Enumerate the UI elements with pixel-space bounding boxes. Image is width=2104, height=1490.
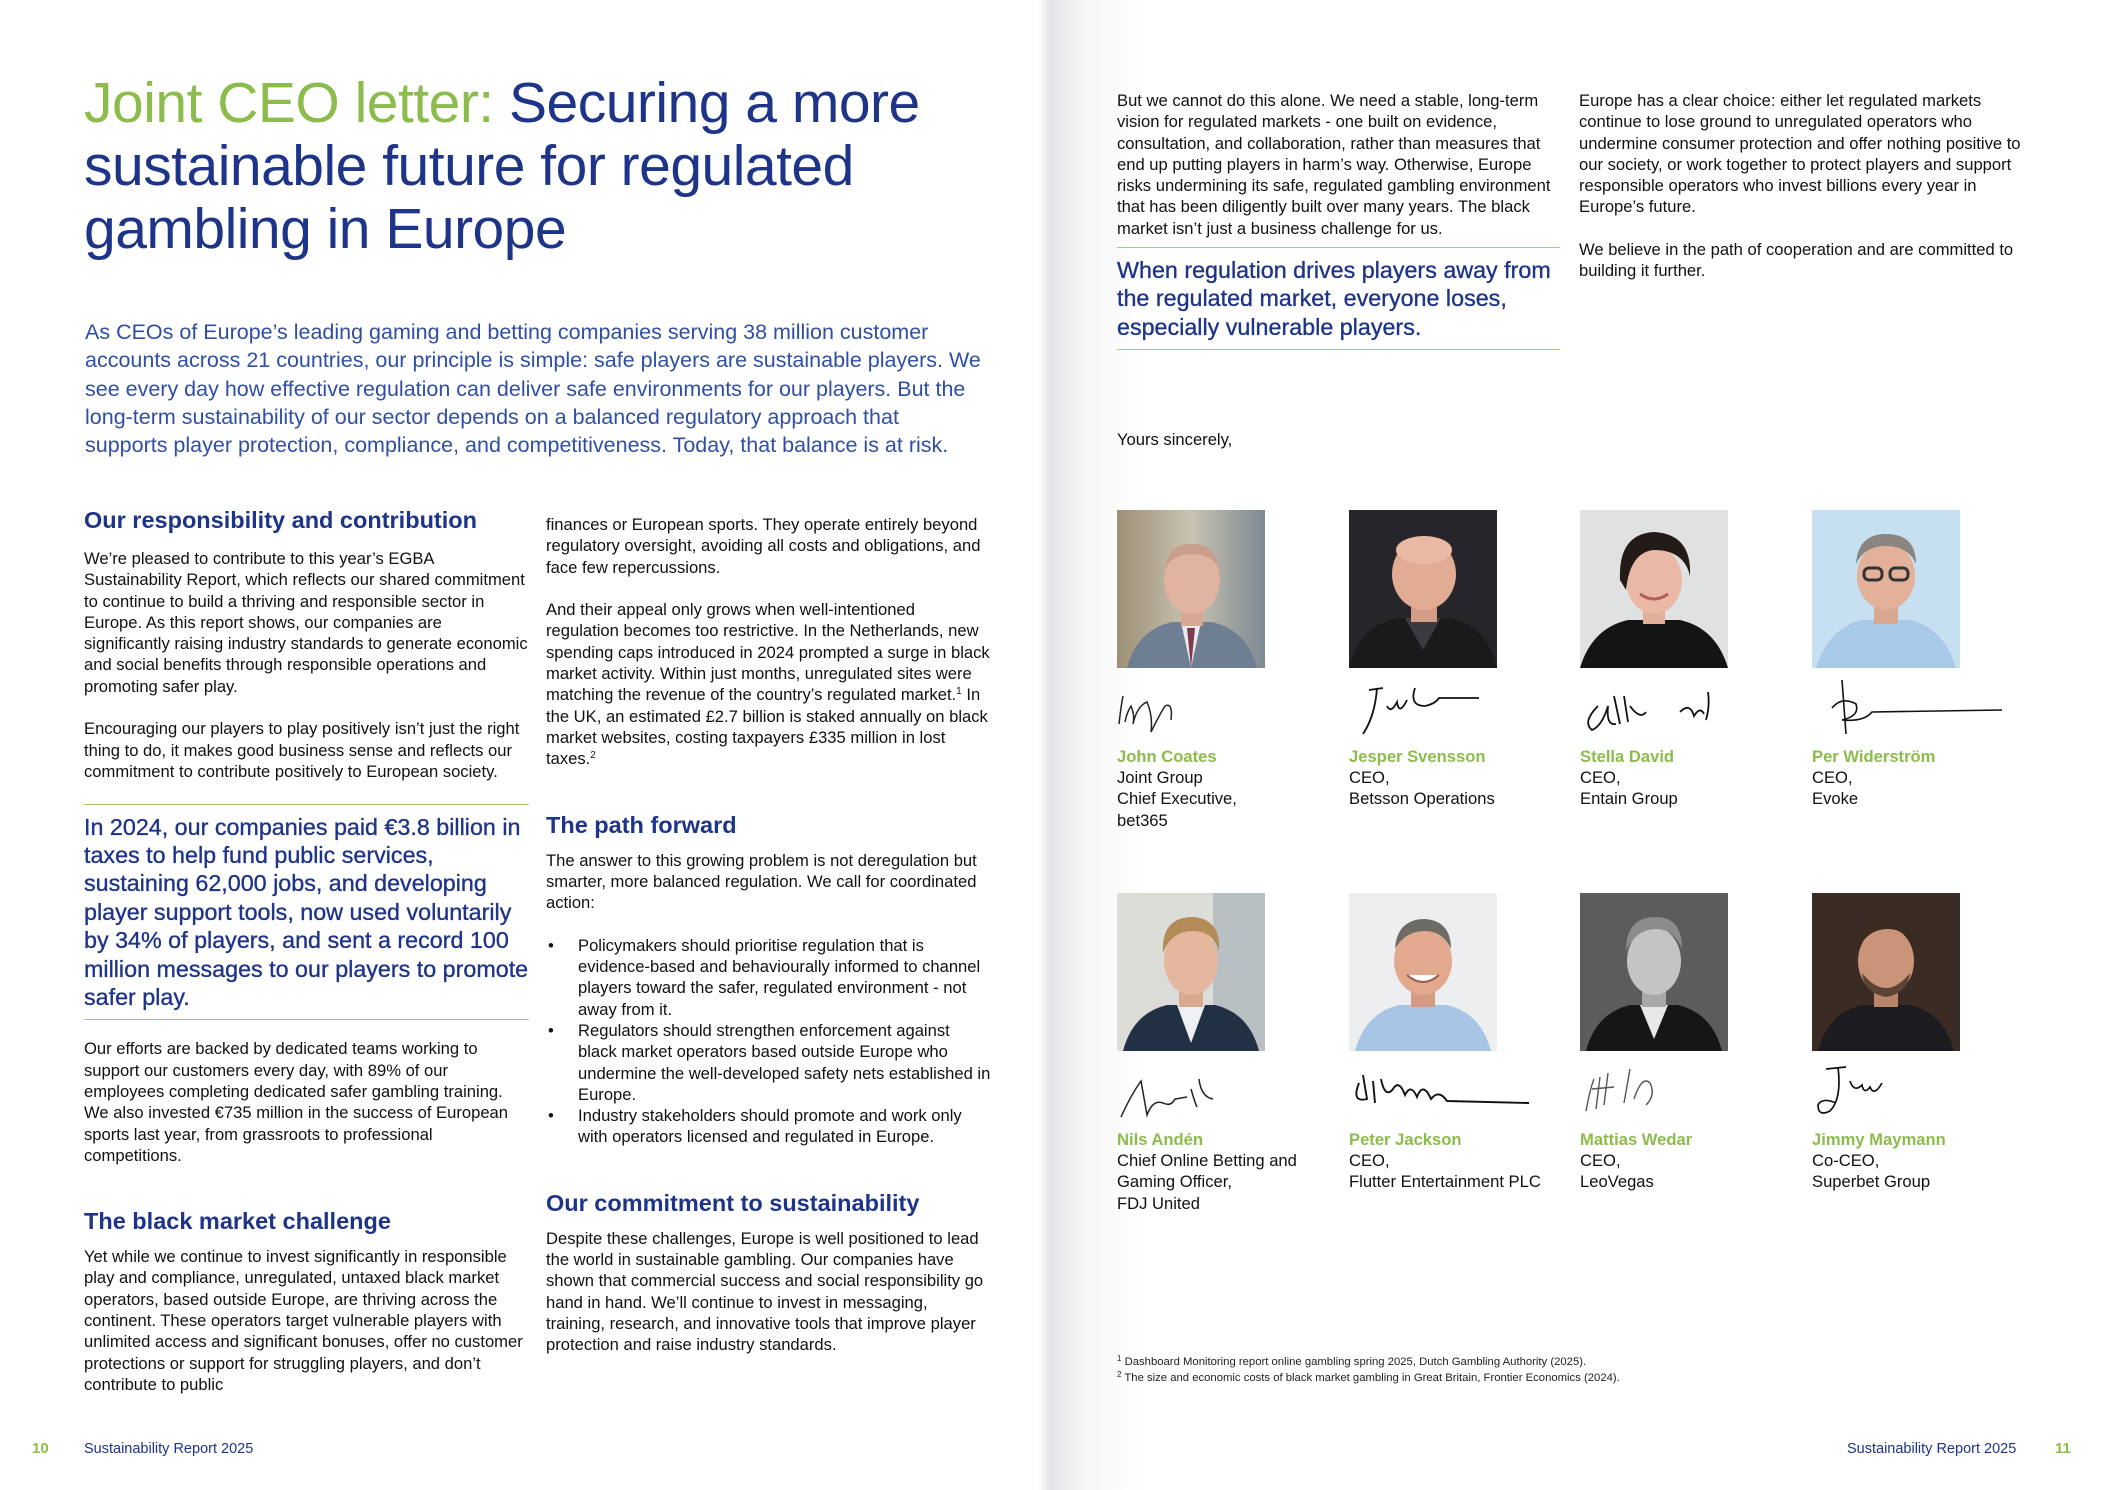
black-market-paragraph-1: Yet while we continue to invest significantly in responsible play and compliance, unregulated, untaxed black market operators, based outside Europe, are thriving across the continent. These operators target vulnerable players with unlimited access and significant bonuses, offer no customer protections or support for struggling players, and don’t contribute to public bbox=[84, 1247, 523, 1394]
signature-image bbox=[1812, 676, 2022, 746]
signature-image bbox=[1349, 1059, 1559, 1129]
signoff: Yours sincerely, bbox=[1117, 430, 1233, 449]
ceo-card bbox=[1117, 510, 1327, 831]
path-forward-paragraph: The answer to this growing problem is not deregulation but smarter, more balanced regulation. We call for coordinated action: bbox=[546, 850, 977, 913]
list-item: • Industry stakeholders should promote and work only with operators licensed and regulated in Europe. bbox=[546, 1105, 991, 1148]
footnotes bbox=[1117, 1354, 1737, 1386]
signature-image bbox=[1349, 676, 1559, 746]
ceo-role: CEO, Evoke bbox=[1812, 768, 1859, 809]
signature-image bbox=[1580, 676, 1790, 746]
tax-callout: In 2024, our companies paid €3.8 billion in taxes to help fund public services, sustaining 62,000 jobs, and developing player support tools, now used voluntarily by 34% of players, and sent a record 100 million messages to our players to promote safer play. bbox=[84, 804, 529, 1021]
ceo-role: CEO, Flutter Entertainment PLC bbox=[1349, 1151, 1541, 1192]
black-market-paragraph-2: finances or European sports. They operate entirely beyond regulatory oversight, avoiding all costs and obligations, and face few repercussions. bbox=[546, 515, 981, 577]
title-lead: Joint CEO letter: bbox=[84, 71, 494, 135]
responsibility-heading: Our responsibility and contribution bbox=[84, 507, 477, 533]
page-title bbox=[84, 72, 984, 261]
ceo-name: Jesper Svensson bbox=[1349, 747, 1486, 766]
ceo-role: Joint Group Chief Executive, bet365 bbox=[1117, 768, 1237, 830]
black-market-heading: The black market challenge bbox=[84, 1208, 391, 1235]
commitment-heading: Our commitment to sustainability bbox=[546, 1189, 920, 1216]
footnote-1 bbox=[1117, 1354, 1737, 1370]
right-column-2 bbox=[1579, 90, 2024, 303]
responsibility-paragraph-2: Encouraging our players to play positively isn’t just the right thing to do, it makes good business sense and reflects our commitment to contribute positively to European society. bbox=[84, 719, 520, 781]
netherlands-text: And their appeal only grows when well-intentioned regulation becomes too restrictive. In the Netherlands, new spending caps introduced in 2024 prompted a surge in black market activity. Within just months, unregulated sites were matching the revenue of the country’s regulated market. bbox=[546, 600, 990, 705]
ceo-name: Peter Jackson bbox=[1349, 1130, 1462, 1149]
right-column-1 bbox=[1117, 90, 1562, 368]
left-footer-label: Sustainability Report 2025 bbox=[84, 1441, 254, 1457]
responsibility-paragraph-1: We’re pleased to contribute to this year’s EGBA Sustainability Report, which reflects our shared commitment to continue to build a thriving and responsible sector in Europe. As this report shows, our companies are significantly raising industry standards to generate economic and social benefits through responsible operations and promoting safer play. bbox=[84, 549, 528, 696]
right-paragraph-3: We believe in the path of cooperation and are committed to building it further. bbox=[1579, 240, 2014, 281]
ceo-card bbox=[1580, 510, 1790, 810]
right-page-number: 11 bbox=[2055, 1440, 2071, 1457]
ceo-name: Stella David bbox=[1580, 747, 1675, 766]
footnote-mark: 1 bbox=[1117, 1354, 1122, 1363]
ceo-name: Per Widerström bbox=[1812, 747, 1936, 766]
ceo-photo bbox=[1349, 510, 1497, 668]
footnote-text: The size and economic costs of black market gambling in Great Britain, Frontier Economics (2024). bbox=[1121, 1372, 1620, 1384]
ceo-card bbox=[1349, 510, 1559, 810]
footnote-text: Dashboard Monitoring report online gambling spring 2025, Dutch Gambling Authority (2025). bbox=[1121, 1356, 1587, 1368]
left-page-number: 10 bbox=[32, 1440, 49, 1457]
ceo-name: Nils Andén bbox=[1117, 1130, 1204, 1149]
right-paragraph-2: Europe has a clear choice: either let regulated markets continue to lose ground to unregulated operators who undermine consumer protection and offer nothing positive to our society, or work together to protect players and support responsible operators who invest billions every year in Europe’s future. bbox=[1579, 91, 2021, 217]
ceo-role: Co-CEO, Superbet Group bbox=[1812, 1151, 1931, 1192]
ceo-photo bbox=[1117, 893, 1265, 1051]
uk-text: In the UK, an estimated £2.7 billion is staked annually on black market websites, costing taxpayers £335 million in lost taxes. bbox=[546, 685, 988, 769]
ceo-card bbox=[1580, 893, 1790, 1193]
ceo-role: CEO, LeoVegas bbox=[1580, 1151, 1654, 1192]
footnote-ref-2: 2 bbox=[590, 750, 596, 762]
commitment-paragraph: Despite these challenges, Europe is well positioned to lead the world in sustainable gambling. Our companies have shown that commercial success and social responsibility go hand in hand. We’ll continue to invest in messaging, training, research, and innovative tools that improve player protection and raise industry standards. bbox=[546, 1228, 984, 1355]
responsibility-paragraph-3: Our efforts are backed by dedicated teams working to support our customers every day, with 89% of our employees completing dedicated safer gambling training. We also invested €735 million in the success of European sports last year, from grassroots to professional competitions. bbox=[84, 1039, 508, 1165]
left-column bbox=[84, 505, 529, 1417]
signature-image bbox=[1580, 1059, 1790, 1129]
regulation-callout: When regulation drives players away from the regulated market, everyone loses, especially vulnerable players. bbox=[1117, 247, 1560, 350]
footnote-ref-1: 1 bbox=[956, 686, 962, 698]
ceo-role: CEO, Betsson Operations bbox=[1349, 768, 1495, 809]
signature-image bbox=[1117, 676, 1327, 746]
ceo-card bbox=[1117, 893, 1327, 1214]
signature-image bbox=[1117, 1059, 1327, 1129]
ceo-role: CEO, Entain Group bbox=[1580, 768, 1678, 809]
ceo-name: Jimmy Maymann bbox=[1812, 1130, 1946, 1149]
footnote-2 bbox=[1117, 1370, 1737, 1386]
footnote-mark: 2 bbox=[1117, 1370, 1122, 1379]
list-item: • Regulators should strengthen enforcement against black market operators based outside Europe who undermine the well-developed safety nets established in Europe. bbox=[546, 1020, 991, 1105]
right-footer-label: Sustainability Report 2025 bbox=[1847, 1441, 2017, 1457]
ceo-photo bbox=[1117, 510, 1265, 668]
middle-column bbox=[546, 514, 991, 1377]
path-forward-heading: The path forward bbox=[546, 811, 737, 838]
ceo-photo bbox=[1812, 510, 1960, 668]
ceo-name: John Coates bbox=[1117, 747, 1217, 766]
ceo-card bbox=[1349, 893, 1559, 1193]
ceo-card bbox=[1812, 510, 2022, 810]
ceo-photo bbox=[1812, 893, 1960, 1051]
ceo-photo bbox=[1580, 893, 1728, 1051]
right-paragraph-1: But we cannot do this alone. We need a stable, long-term vision for regulated markets - one built on evidence, consultation, and collaboration, rather than measures that end up putting players in harm’s way. Otherwise, Europe risks undermining its safe, regulated gambling environment that has been diligently built over many years. The black market isn’t just a business challenge for us. bbox=[1117, 91, 1551, 238]
action-list bbox=[546, 935, 991, 1148]
list-item: • Policymakers should prioritise regulation that is evidence-based and behaviourally informed to channel players toward the safer, regulated environment - not away from it. bbox=[546, 935, 991, 1020]
ceo-photo bbox=[1349, 893, 1497, 1051]
black-market-paragraph-3 bbox=[546, 599, 991, 769]
ceo-role: Chief Online Betting and Gaming Officer, FDJ United bbox=[1117, 1151, 1297, 1213]
ceo-name: Mattias Wedar bbox=[1580, 1130, 1693, 1149]
title-rest: Securing a more sustainable future for regulated gambling in Europe bbox=[84, 71, 920, 261]
intro-paragraph: As CEOs of Europe’s leading gaming and betting companies serving 38 million customer accounts across 21 countries, our principle is simple: safe players are sustainable players. We see every day how effective regulation can deliver safe environments for our players. But the long-term sustainability of our sector depends on a balanced regulatory approach that supports player protection, compliance, and competitiveness. Today, that balance is at risk. bbox=[85, 320, 981, 458]
ceo-card bbox=[1812, 893, 2022, 1193]
signature-image bbox=[1812, 1059, 2022, 1129]
ceo-photo bbox=[1580, 510, 1728, 668]
